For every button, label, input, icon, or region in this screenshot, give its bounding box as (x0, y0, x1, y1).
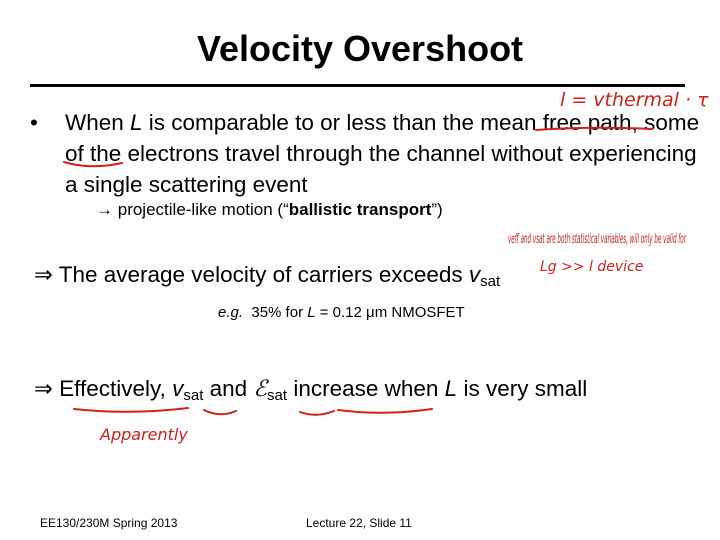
ballistic-transport-term: ballistic transport (288, 200, 432, 219)
var-L: L (130, 110, 143, 135)
effectively-word: Effectively (59, 376, 160, 401)
sub-bullet-post: ”) (431, 200, 443, 219)
annotation-note-validity: veff and vsat are both statistical variables, will only be valid for (508, 232, 687, 247)
subscript-sat: sat (267, 387, 288, 404)
implication2-rest-1: when (378, 376, 445, 401)
underline-path (64, 162, 122, 166)
increase-word: increase (293, 376, 379, 401)
example-text-3: m NMOSFET (374, 304, 465, 321)
electric-field-symbol: ℰ (253, 376, 268, 402)
comma: , (159, 376, 173, 401)
implication-text: The average velocity of carriers exceeds (58, 262, 469, 287)
var-L: L (444, 376, 458, 401)
annotation-apparently: Apparently (100, 425, 188, 444)
underline-increase (338, 409, 432, 413)
footer-slide-number: Lecture 22, Slide 11 (306, 516, 412, 530)
annotation-formula: l = vthermal · τ (560, 89, 709, 111)
eg-label: e.g. (218, 304, 244, 321)
mu-symbol: μ (366, 304, 375, 321)
annotation-note-device: Lg >> l device (540, 259, 644, 275)
var-L: L (307, 304, 316, 321)
arrow-icon: → (96, 200, 113, 219)
sub-bullet-pre: projectile-like motion (“ (117, 200, 289, 219)
subscript-sat: sat (183, 387, 204, 404)
underline-vsat (204, 410, 236, 414)
footer-course: EE130/230M Spring 2013 (40, 516, 178, 530)
example-text-1: 35% for (243, 304, 308, 321)
underline-esat (300, 411, 334, 415)
implies-icon: ⇒ (34, 262, 53, 287)
underline-mean-free (536, 128, 652, 130)
slide-title: Velocity Overshoot (196, 28, 524, 69)
bullet-marker: • (30, 110, 38, 135)
bullet-text-body: is comparable to or less than the mean free path, some of the electrons travel through the channel without experiencing a single scattering event (65, 110, 700, 197)
and-word: and (203, 376, 254, 401)
underline-effectively (74, 408, 188, 412)
bullet-text-lead: When (65, 110, 131, 135)
var-v: v (172, 376, 184, 401)
example-text-2: = 0.12 (315, 304, 367, 321)
implication2-rest-2: is very small (457, 376, 588, 401)
var-v: v (468, 262, 481, 287)
implies-icon: ⇒ (34, 376, 53, 401)
subscript-sat: sat (480, 273, 501, 290)
